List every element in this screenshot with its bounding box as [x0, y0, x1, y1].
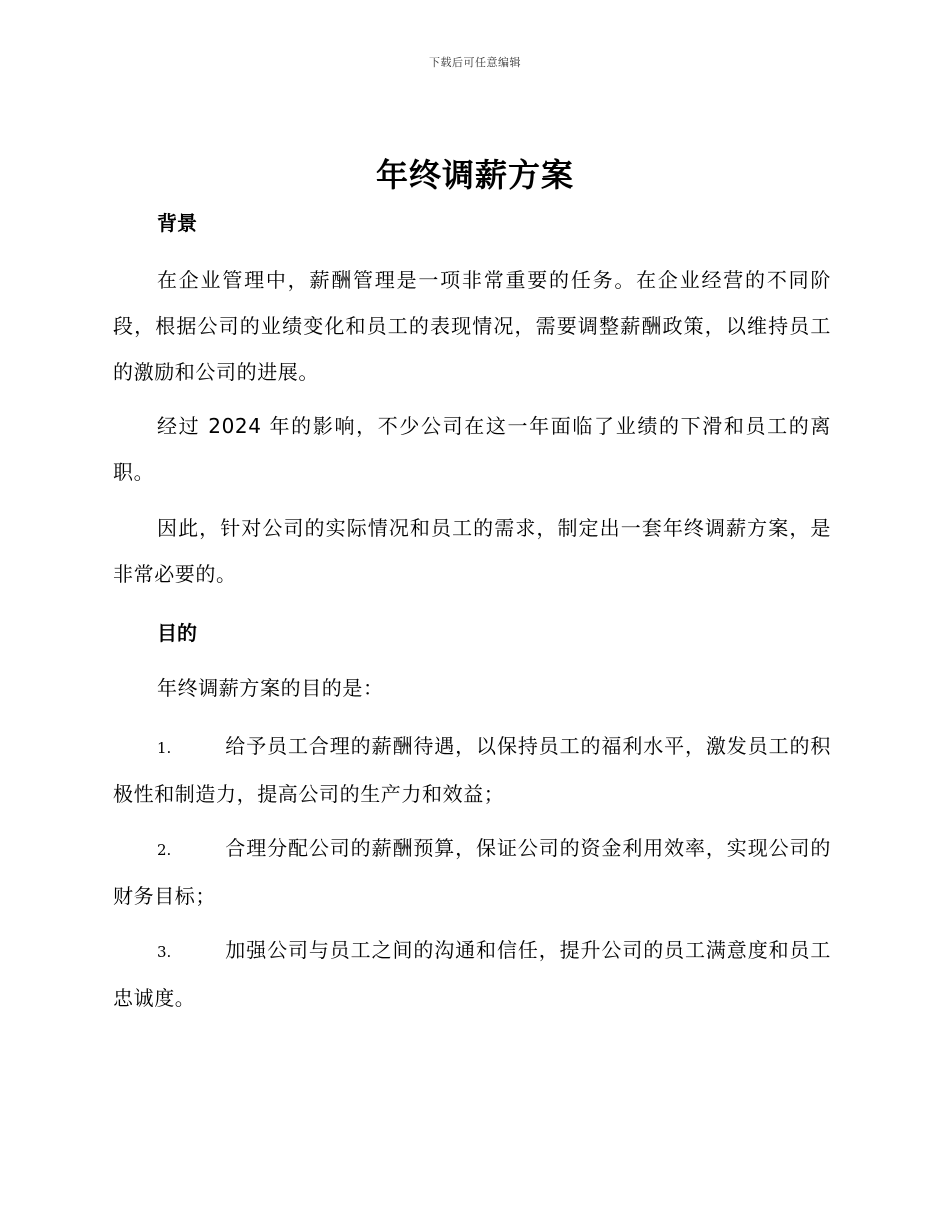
section-heading-background: 背景	[157, 211, 197, 235]
purpose-list-item-3	[113, 927, 831, 1021]
purpose-list-item-1	[113, 723, 831, 817]
list-item-number: 1.	[157, 739, 172, 757]
document-title: 年终调薪方案	[375, 156, 574, 194]
background-paragraph-1: 在企业管理中，薪酬管理是一项非常重要的任务。在企业经营的不同阶段，根据公司的业绩变化和员工的表现情况，需要调整薪酬政策，以维持员工的激励和公司的进展。	[113, 268, 831, 384]
section-heading-purpose: 目的	[157, 621, 197, 645]
background-paragraph-2: 经过 2024 年的影响，不少公司在这一年面临了业绩的下滑和员工的离职。	[113, 414, 831, 484]
list-item-text: 合理分配公司的薪酬预算，保证公司的资金利用效率，实现公司的财务目标；	[113, 836, 831, 908]
list-item-number: 2.	[157, 841, 172, 859]
list-item-text: 给予员工合理的薪酬待遇，以保持员工的福利水平，激发员工的积极性和制造力，提高公司的生产力和效益；	[113, 734, 831, 806]
purpose-intro: 年终调薪方案的目的是：	[157, 676, 384, 700]
list-item-number: 3.	[157, 943, 172, 961]
list-item-text: 加强公司与员工之间的沟通和信任，提升公司的员工满意度和员工忠诚度。	[113, 938, 831, 1010]
purpose-list-item-2	[113, 825, 831, 919]
header-note: 下载后可任意编辑	[429, 56, 521, 69]
background-paragraph-3: 因此，针对公司的实际情况和员工的需求，制定出一套年终调薪方案，是非常必要的。	[113, 516, 831, 586]
